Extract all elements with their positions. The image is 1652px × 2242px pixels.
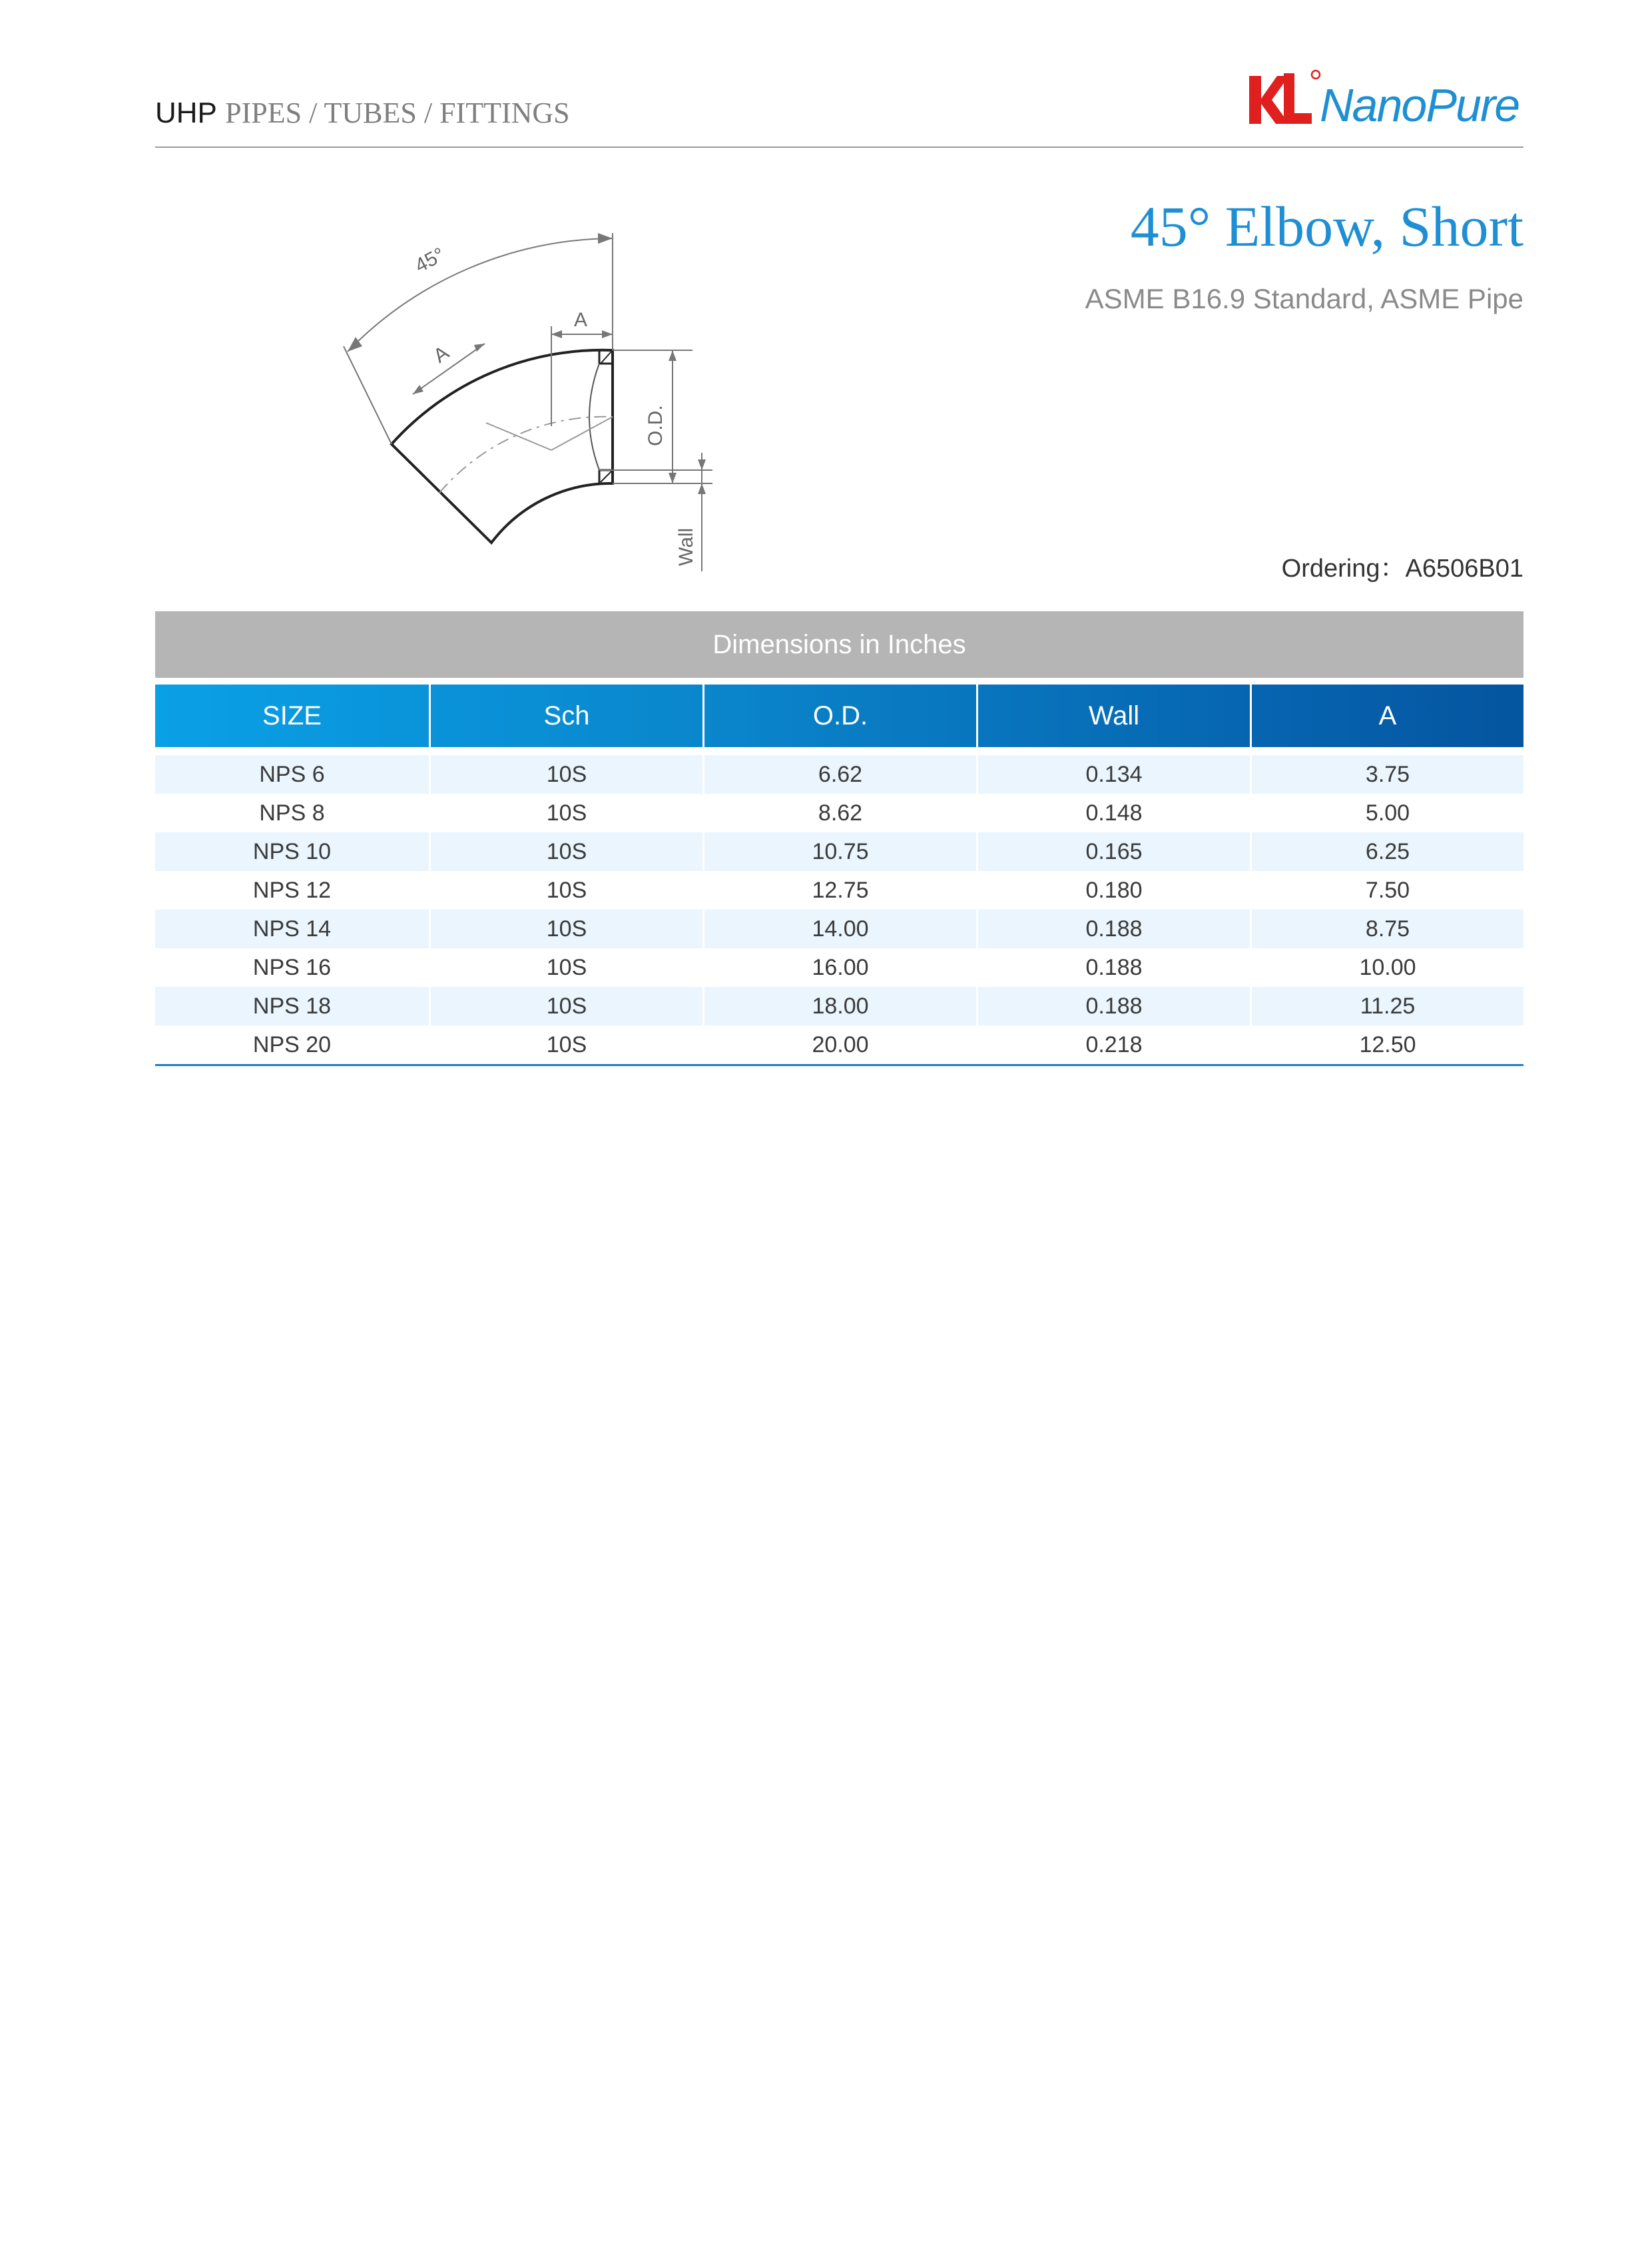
cell-od: 12.75: [702, 871, 976, 910]
table-row: [155, 1025, 1523, 1064]
table-row: [155, 871, 1523, 910]
table-row: [155, 948, 1523, 987]
product-subtitle: ASME B16.9 Standard, ASME Pipe: [1085, 283, 1523, 314]
dimensions-table: [155, 685, 1523, 1064]
cell-size: NPS 6: [155, 755, 429, 794]
cell-size: NPS 12: [155, 871, 429, 910]
dimensions-table-block: [155, 611, 1523, 1066]
table-caption: Dimensions in Inches: [155, 611, 1523, 678]
cell-sch: 10S: [429, 755, 702, 794]
table-bottom-rule: [155, 1064, 1523, 1066]
cell-sch: 10S: [429, 948, 702, 987]
category-text: PIPES / TUBES / FITTINGS: [225, 97, 570, 129]
table-row: [155, 987, 1523, 1025]
cell-wall: 0.148: [976, 794, 1250, 832]
header-category: [155, 93, 570, 133]
table-row: [155, 910, 1523, 948]
cell-size: NPS 8: [155, 794, 429, 832]
cell-a: 7.50: [1250, 871, 1523, 910]
elbow-diagram: [286, 206, 726, 579]
cell-a: 3.75: [1250, 755, 1523, 794]
column-header-size: SIZE: [262, 701, 322, 730]
cell-od: 6.62: [702, 755, 976, 794]
header-divider: [155, 146, 1523, 148]
cell-wall: 0.188: [976, 910, 1250, 948]
product-title: 45° Elbow, Short: [1130, 194, 1523, 258]
cell-od: 8.62: [702, 794, 976, 832]
cell-wall: 0.134: [976, 755, 1250, 794]
cell-wall: 0.188: [976, 948, 1250, 987]
table-row: [155, 832, 1523, 871]
ordering-label: Ordering：: [1281, 555, 1406, 583]
cell-a: 5.00: [1250, 794, 1523, 832]
cell-a: 8.75: [1250, 910, 1523, 948]
table-row: [155, 755, 1523, 794]
cell-a: 11.25: [1250, 987, 1523, 1025]
cell-size: NPS 20: [155, 1025, 429, 1064]
brand-uhp: UHP: [155, 97, 217, 129]
cell-wall: 0.188: [976, 987, 1250, 1025]
cell-size: NPS 14: [155, 910, 429, 948]
column-header-a: A: [1250, 685, 1523, 747]
cell-sch: 10S: [429, 987, 702, 1025]
cell-wall: 0.180: [976, 871, 1250, 910]
cell-size: NPS 16: [155, 948, 429, 987]
cell-od: 18.00: [702, 987, 976, 1025]
cell-wall: 0.218: [976, 1025, 1250, 1064]
cell-sch: 10S: [429, 871, 702, 910]
cell-od: 20.00: [702, 1025, 976, 1064]
cell-size: NPS 10: [155, 832, 429, 871]
cell-a: 10.00: [1250, 948, 1523, 987]
logo-text: NanoPure: [1320, 79, 1519, 131]
od-label: O.D.: [645, 405, 667, 446]
cell-od: 10.75: [702, 832, 976, 871]
angle-label: 45°: [411, 243, 449, 278]
cell-sch: 10S: [429, 832, 702, 871]
cell-sch: 10S: [429, 910, 702, 948]
cell-a: 12.50: [1250, 1025, 1523, 1064]
cell-sch: 10S: [429, 1025, 702, 1064]
cell-od: 16.00: [702, 948, 976, 987]
table-header-row: [155, 685, 1523, 747]
cell-size: NPS 18: [155, 987, 429, 1025]
table-row: [155, 794, 1523, 832]
ordering-info: [1282, 547, 1523, 584]
a-label-angled: A: [429, 342, 453, 368]
nanopure-logo: [1245, 69, 1525, 136]
column-header-wall: Wall: [976, 685, 1250, 747]
cell-od: 14.00: [702, 910, 976, 948]
column-header-sch: Sch: [429, 685, 702, 747]
cell-wall: 0.165: [976, 832, 1250, 871]
column-header-od: O.D.: [702, 685, 976, 747]
cell-a: 6.25: [1250, 832, 1523, 871]
cell-sch: 10S: [429, 794, 702, 832]
a-label-top: A: [574, 309, 588, 331]
wall-label: Wall: [675, 527, 697, 566]
ordering-code: A6506B01: [1405, 555, 1523, 583]
